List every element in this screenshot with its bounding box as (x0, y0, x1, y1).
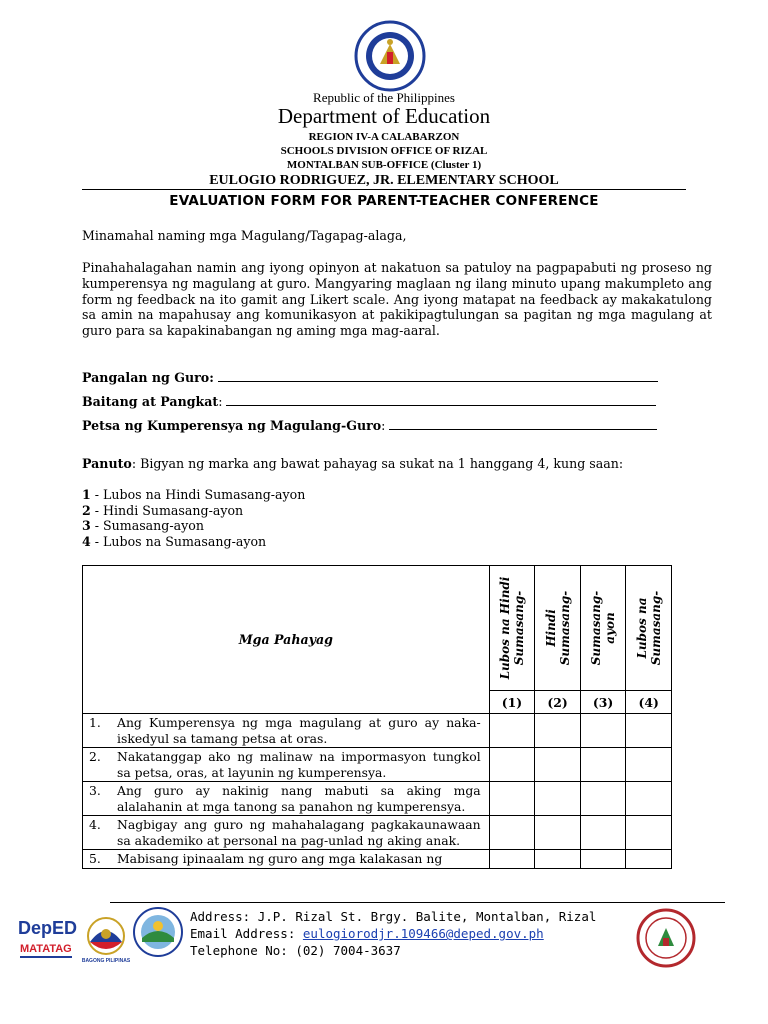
svg-text:MATATAG: MATATAG (20, 943, 72, 955)
likert-scale-legend (82, 487, 305, 549)
svg-text:DepED: DepED (18, 918, 78, 938)
teacher-name-line[interactable] (218, 369, 658, 382)
greeting: Minamahal naming mga Magulang/Tagapag-alaga, (82, 228, 407, 243)
col-header-3: Sumasang- ayon (580, 566, 626, 691)
table-row: 5. Mabisang ipinaalam ng guro ang mga kalakasan ng (83, 850, 672, 869)
rating-cell[interactable] (535, 850, 581, 869)
col-num-2: (2) (535, 691, 581, 714)
deped-matatag-logo-icon (16, 912, 82, 962)
email-link[interactable]: eulogiorodjr.109466@deped.gov.ph (302, 926, 544, 941)
rating-cell[interactable] (535, 714, 581, 748)
rating-cell[interactable] (580, 782, 626, 816)
col-num-3: (3) (580, 691, 626, 714)
teacher-name-label: Pangalan ng Guro: (82, 370, 214, 385)
evaluation-table (82, 565, 672, 869)
col-header-1: Lubos na Hindi Sumasang- (489, 566, 535, 691)
bagong-pilipinas-logo-icon (80, 912, 132, 964)
rating-cell[interactable] (489, 748, 535, 782)
region-label: REGION IV-A CALABARZON (308, 131, 460, 143)
grade-section-label: Baitang at Pangkat (82, 394, 219, 409)
scale-item: 4 - Lubos na Sumasang-ayon (82, 533, 267, 549)
division-label: SCHOOLS DIVISION OFFICE OF RIZAL (280, 145, 488, 157)
footer-divider (110, 902, 725, 903)
scale-item: 3 - Sumasang-ayon (82, 518, 204, 533)
rating-cell[interactable] (535, 748, 581, 782)
conference-date-field[interactable]: Petsa ng Kumperensya ng Magulang-Guro: (82, 417, 657, 433)
school-name: EULOGIO RODRIGUEZ, JR. ELEMENTARY SCHOOL (209, 173, 559, 188)
rating-cell[interactable] (626, 816, 672, 850)
rating-cell[interactable] (580, 850, 626, 869)
footer-email: Email Address: eulogiorodjr.109466@deped.gov.ph (190, 926, 544, 941)
table-row: 2. Nakatanggap ako ng malinaw na impormasyon tungkol sa petsa, oras, at layunin ng kumperensya. (83, 748, 672, 782)
rating-cell[interactable] (626, 748, 672, 782)
rating-cell[interactable] (580, 748, 626, 782)
rating-cell[interactable] (535, 816, 581, 850)
rating-cell[interactable] (489, 714, 535, 748)
teacher-name-field[interactable] (82, 369, 658, 385)
svg-text:BAGONG PILIPINAS: BAGONG PILIPINAS (81, 958, 131, 964)
rating-cell[interactable] (489, 782, 535, 816)
grade-section-line[interactable] (226, 393, 656, 406)
table-row: 3. Ang guro ay nakinig nang mabuti sa aking mga alalahanin at mga tanong sa panahon ng kumperensya. (83, 782, 672, 816)
rating-cell[interactable] (626, 714, 672, 748)
rating-cell[interactable] (626, 850, 672, 869)
header-divider (82, 189, 686, 190)
form-title: EVALUATION FORM FOR PARENT-TEACHER CONFERENCE (169, 193, 599, 209)
conference-date-line[interactable] (389, 417, 657, 430)
instructions-text: : Bigyan ng marka ang bawat pahayag sa sukat na 1 hanggang 4, kung saan: (131, 456, 624, 471)
conference-date-label: Petsa ng Kumperensya ng Magulang-Guro (82, 418, 382, 433)
republic-label: Republic of the Philippines (313, 90, 455, 105)
statements-header: Mga Pahayag (83, 566, 490, 714)
rating-cell[interactable] (489, 850, 535, 869)
col-num-1: (1) (489, 691, 535, 714)
table-row: 4. Nagbigay ang guro ng mahahalagang pagkakaunawaan sa akademiko at personal na pag-unlad ng aking anak. (83, 816, 672, 850)
rating-cell[interactable] (535, 782, 581, 816)
scale-item: 1 - Lubos na Hindi Sumasang-ayon (82, 487, 306, 502)
suboffice-label: MONTALBAN SUB-OFFICE (Cluster 1) (286, 159, 482, 171)
instructions-label: Panuto (82, 456, 132, 471)
footer-address: Address: J.P. Rizal St. Brgy. Balite, Montalban, Rizal (190, 909, 597, 924)
col-num-4: (4) (626, 691, 672, 714)
table-row: 1. Ang Kumperensya ng mga magulang at guro ay naka-iskedyul sa tamang petsa at oras. (83, 714, 672, 748)
instructions (82, 456, 712, 472)
school-seal-icon (636, 908, 696, 968)
rating-cell[interactable] (580, 714, 626, 748)
intro-paragraph: Pinahahalagahan namin ang iyong opinyon at nakatuon sa patuloy na pagpapabuti ng proseso ng kumperensya ng magulang at guro. Mangyaring maglaan ng ilang minuto upang makumpleto ang form ng feedback na ito gamit ang Likert scale. Ang iyong matapat na feedback ay makakatulong sa amin na mapahusay ang komunikasyon at pakikipagtulungan sa pagitan ng mga magulang at guro para sa kapakinabangan ng aming mga mag-aaral. (82, 260, 712, 339)
col-header-4: Lubos na Sumasang- (626, 566, 672, 691)
scale-item: 2 - Hindi Sumasang-ayon (82, 502, 244, 518)
footer-telephone: Telephone No: (02) 7004-3637 (190, 943, 401, 958)
grade-section-field[interactable]: Baitang at Pangkat: (82, 393, 656, 409)
rating-cell[interactable] (580, 816, 626, 850)
deped-seal-icon (354, 20, 426, 92)
rating-cell[interactable] (489, 816, 535, 850)
rating-cell[interactable] (626, 782, 672, 816)
department-title: Department of Education (277, 104, 491, 128)
sdo-rizal-seal-icon (132, 906, 184, 958)
col-header-2: Hindi Sumasang- (535, 566, 581, 691)
